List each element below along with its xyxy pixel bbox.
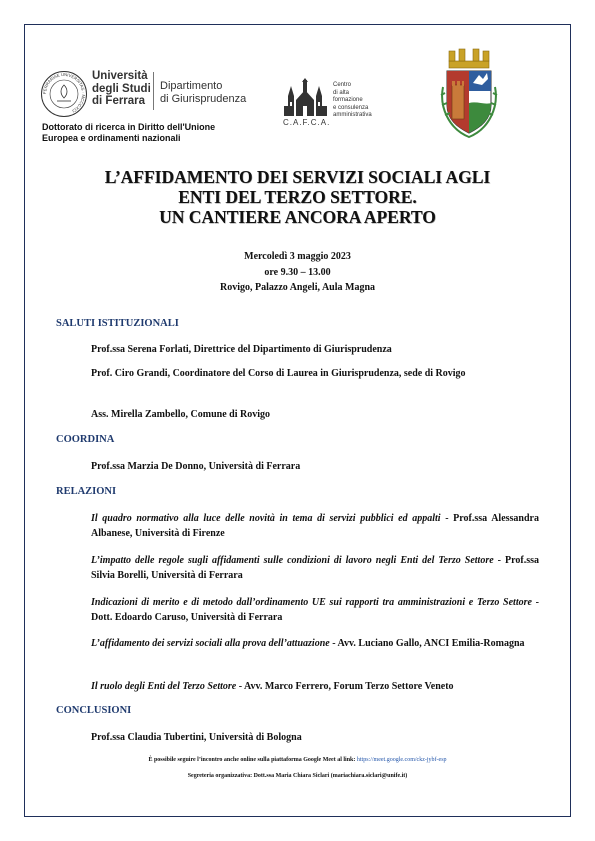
- cafca-line: Centro: [333, 82, 352, 88]
- talk-item: [91, 595, 539, 625]
- event-title: [0, 167, 595, 227]
- section-heading-saluti: SALUTI ISTITUZIONALI: [56, 318, 179, 329]
- talk-item: [91, 679, 539, 694]
- talk-speaker: - Prof.ssa Alessandra Albanese, Università di Firenze: [91, 513, 539, 539]
- talk-item: [91, 511, 539, 541]
- program-item: Prof.ssa Serena Forlati, Direttrice del Dipartimento di Giurisprudenza: [91, 344, 392, 355]
- talk-speaker: - Avv. Marco Ferrero, Forum Terzo Settore Veneto: [236, 681, 454, 692]
- doctorate-line: Europea e ordinamenti nazionali: [42, 133, 181, 143]
- cafca-name: C.A.F.C.A.: [283, 118, 331, 127]
- talk-speaker: - Dott. Edoardo Caruso, Università di Ferrara: [91, 597, 539, 623]
- coat-of-arms-icon: [437, 47, 501, 139]
- cafca-line: amministrativa: [333, 112, 372, 118]
- doctorate-line: Dottorato di ricerca in Diritto dell'Unione: [42, 122, 216, 132]
- talk-topic: Il ruolo degli Enti del Terzo Settore: [91, 681, 237, 692]
- event-place: Rovigo, Palazzo Angeli, Aula Magna: [220, 282, 375, 293]
- program-item: Prof.ssa Claudia Tubertini, Università di Bologna: [91, 732, 302, 743]
- logo-divider: [153, 72, 154, 110]
- program-item: Prof.ssa Marzia De Donno, Università di Ferrara: [91, 461, 301, 472]
- seal-text: FERRARIAE UNIVERSITAS · MCCCXCI: [41, 71, 87, 114]
- program-item: Prof. Ciro Grandi, Coordinatore del Corso di Laurea in Giurisprudenza, sede di Rovigo: [91, 368, 466, 379]
- department-name: [160, 80, 246, 105]
- talk-topic: L’impatto delle regole sugli affidamenti sulle condizioni di lavoro negli Enti del Terzo Settore: [91, 555, 494, 566]
- online-note: [0, 757, 595, 763]
- event-title-line: UN CANTIERE ANCORA APERTO: [159, 207, 436, 227]
- event-date: Mercoledì 3 maggio 2023: [244, 251, 351, 262]
- event-details: [0, 249, 595, 296]
- event-title-line: ENTI DEL TERZO SETTORE.: [178, 187, 417, 207]
- talk-item: [91, 636, 539, 651]
- university-name-line: di Ferrara: [92, 95, 146, 107]
- university-name: [92, 70, 151, 108]
- department-name-line: di Giurisprudenza: [160, 92, 247, 105]
- talk-speaker: - Prof.ssa Silvia Borelli, Università di Ferrara: [91, 555, 539, 581]
- department-name-line: Dipartimento: [160, 80, 223, 92]
- cafca-line: di alta: [333, 89, 350, 96]
- talk-topic: L’affidamento dei servizi sociali alla prova dell’attuazione: [91, 638, 330, 649]
- university-name-line: Università: [92, 70, 148, 82]
- cafca-line: e consulenza: [333, 104, 369, 111]
- meet-link[interactable]: https://meet.google.com/ckz-jybf-esp: [356, 757, 447, 763]
- doctorate-label: [42, 122, 215, 144]
- talk-topic: Il quadro normativo alla luce delle novità in tema di servizi pubblici ed appalti: [91, 513, 441, 524]
- university-seal-icon: [40, 70, 88, 118]
- cafca-description: [333, 82, 372, 120]
- talk-item: [91, 553, 539, 583]
- program-item: Ass. Mirella Zambello, Comune di Rovigo: [91, 409, 270, 420]
- talk-speaker: - Avv. Luciano Gallo, ANCI Emilia-Romagna: [329, 638, 525, 649]
- secretary-note: Segreteria organizzativa: Dott.ssa Maria Chiara Siclari (mariachiara.siclari@unife.it): [187, 773, 408, 779]
- section-heading-conclusioni: CONCLUSIONI: [56, 705, 132, 716]
- cathedral-icon: [282, 78, 330, 118]
- cafca-line: formazione: [333, 97, 363, 103]
- section-heading-relazioni: RELAZIONI: [56, 486, 117, 497]
- section-heading-coordina: COORDINA: [56, 434, 115, 445]
- event-title-line: L’AFFIDAMENTO DEI SERVIZI SOCIALI AGLI: [104, 167, 491, 187]
- event-time: ore 9.30 – 13.00: [264, 266, 331, 278]
- online-note-text: È possibile seguire l’incontro anche online sulla piattaforma Google Meet al link:: [148, 757, 356, 763]
- talk-topic: Indicazioni di merito e di metodo dall’ordinamento UE sui rapporti tra amministrazioni e Terzo Settore: [91, 597, 532, 608]
- university-name-line: degli Studi: [92, 82, 151, 95]
